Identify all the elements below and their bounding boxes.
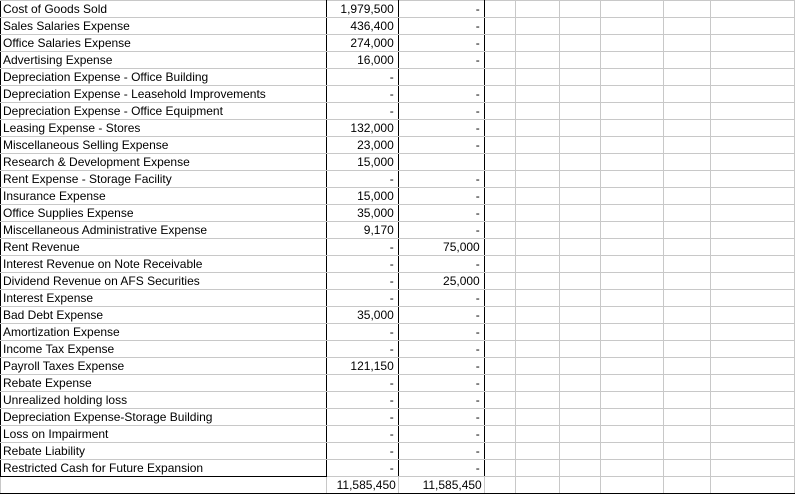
account-name-cell[interactable]: Depreciation Expense - Office Equipment (1, 103, 327, 120)
empty-cell[interactable] (515, 477, 559, 494)
empty-cell[interactable] (484, 35, 515, 52)
account-name-cell[interactable]: Cost of Goods Sold (1, 1, 327, 18)
debit-cell[interactable]: 274,000 (326, 35, 398, 52)
table-row (1, 358, 795, 375)
empty-cell[interactable] (711, 392, 795, 409)
empty-cell[interactable] (664, 324, 711, 341)
debit-cell[interactable]: - (326, 324, 398, 341)
debit-cell[interactable]: - (326, 103, 398, 120)
table-row (1, 18, 795, 35)
empty-cell[interactable] (559, 52, 601, 69)
empty-cell[interactable] (515, 171, 559, 188)
empty-cell[interactable] (515, 69, 559, 86)
empty-cell[interactable] (484, 409, 515, 426)
table-row (1, 460, 795, 477)
empty-cell[interactable] (664, 307, 711, 324)
empty-cell[interactable] (601, 69, 664, 86)
empty-cell[interactable] (711, 460, 795, 477)
table-row (1, 35, 795, 52)
sheet-body (1, 1, 795, 494)
empty-cell[interactable] (515, 188, 559, 205)
empty-cell[interactable] (484, 392, 515, 409)
empty-cell[interactable] (601, 171, 664, 188)
account-name-cell[interactable]: Rebate Expense (1, 375, 327, 392)
empty-cell[interactable] (484, 222, 515, 239)
empty-cell[interactable] (664, 256, 711, 273)
debit-cell[interactable]: - (326, 273, 398, 290)
credit-cell[interactable] (398, 154, 484, 171)
empty-cell[interactable] (664, 52, 711, 69)
table-row (1, 307, 795, 324)
account-name-cell[interactable]: Rent Expense - Storage Facility (1, 171, 327, 188)
empty-cell[interactable] (601, 358, 664, 375)
empty-cell[interactable] (601, 1, 664, 18)
debit-cell[interactable]: 35,000 (326, 205, 398, 222)
credit-cell[interactable]: - (398, 171, 484, 188)
table-row (1, 154, 795, 171)
empty-cell[interactable] (601, 154, 664, 171)
empty-cell[interactable] (515, 375, 559, 392)
empty-cell[interactable] (711, 103, 795, 120)
empty-cell[interactable] (601, 443, 664, 460)
credit-cell[interactable]: - (398, 409, 484, 426)
empty-cell[interactable] (559, 341, 601, 358)
empty-cell[interactable] (664, 171, 711, 188)
empty-cell[interactable] (664, 460, 711, 477)
empty-cell[interactable] (515, 52, 559, 69)
empty-cell[interactable] (711, 239, 795, 256)
debit-cell[interactable]: - (326, 426, 398, 443)
empty-cell[interactable] (559, 256, 601, 273)
account-name-cell[interactable]: Rent Revenue (1, 239, 327, 256)
table-row (1, 222, 795, 239)
empty-cell[interactable] (664, 103, 711, 120)
empty-cell[interactable] (601, 273, 664, 290)
account-name-cell[interactable]: Income Tax Expense (1, 341, 327, 358)
empty-cell[interactable] (484, 307, 515, 324)
account-name-cell[interactable]: Sales Salaries Expense (1, 18, 327, 35)
table-row (1, 239, 795, 256)
table-row (1, 103, 795, 120)
table-row (1, 52, 795, 69)
empty-cell[interactable] (601, 222, 664, 239)
credit-cell[interactable]: - (398, 375, 484, 392)
credit-cell[interactable]: 25,000 (398, 273, 484, 290)
credit-cell[interactable]: - (398, 392, 484, 409)
empty-cell[interactable] (484, 256, 515, 273)
empty-cell[interactable] (711, 443, 795, 460)
credit-cell[interactable]: - (398, 35, 484, 52)
account-name-cell[interactable]: Research & Development Expense (1, 154, 327, 171)
empty-cell[interactable] (484, 69, 515, 86)
empty-cell[interactable] (515, 239, 559, 256)
empty-cell[interactable] (711, 341, 795, 358)
account-name-cell[interactable]: Interest Revenue on Note Receivable (1, 256, 327, 273)
empty-cell[interactable] (559, 205, 601, 222)
empty-cell[interactable] (484, 103, 515, 120)
totals-row (1, 477, 795, 494)
empty-cell[interactable] (711, 69, 795, 86)
empty-cell[interactable] (711, 290, 795, 307)
empty-cell[interactable] (484, 239, 515, 256)
empty-cell[interactable] (601, 409, 664, 426)
empty-cell[interactable] (559, 103, 601, 120)
empty-cell[interactable] (559, 171, 601, 188)
empty-cell[interactable] (601, 18, 664, 35)
table-row (1, 375, 795, 392)
table-row (1, 341, 795, 358)
credit-cell[interactable] (398, 69, 484, 86)
empty-cell[interactable] (515, 443, 559, 460)
empty-cell[interactable] (601, 256, 664, 273)
empty-cell[interactable] (559, 477, 601, 494)
account-name-cell[interactable]: Depreciation Expense - Office Building (1, 69, 327, 86)
empty-cell[interactable] (515, 409, 559, 426)
empty-cell[interactable] (515, 154, 559, 171)
empty-cell[interactable] (515, 1, 559, 18)
credit-cell[interactable]: - (398, 18, 484, 35)
credit-cell[interactable]: - (398, 256, 484, 273)
empty-cell[interactable] (515, 120, 559, 137)
empty-cell[interactable] (515, 341, 559, 358)
credit-cell[interactable]: - (398, 1, 484, 18)
empty-cell[interactable] (559, 324, 601, 341)
account-name-cell[interactable]: Loss on Impairment (1, 426, 327, 443)
empty-cell[interactable] (484, 273, 515, 290)
empty-cell[interactable] (515, 426, 559, 443)
account-name-cell[interactable]: Bad Debt Expense (1, 307, 327, 324)
empty-cell[interactable] (664, 273, 711, 290)
empty-cell[interactable] (711, 409, 795, 426)
empty-cell[interactable] (664, 392, 711, 409)
credit-cell[interactable]: - (398, 358, 484, 375)
empty-cell[interactable] (515, 273, 559, 290)
debit-cell[interactable]: 23,000 (326, 137, 398, 154)
empty-cell[interactable] (559, 358, 601, 375)
account-name-cell[interactable]: Insurance Expense (1, 188, 327, 205)
debit-cell[interactable]: - (326, 392, 398, 409)
empty-cell[interactable] (664, 137, 711, 154)
empty-cell[interactable] (559, 69, 601, 86)
debit-cell[interactable]: - (326, 86, 398, 103)
empty-cell[interactable] (711, 1, 795, 18)
empty-cell[interactable] (484, 18, 515, 35)
credit-cell[interactable]: - (398, 222, 484, 239)
empty-cell[interactable] (601, 426, 664, 443)
empty-cell[interactable] (601, 188, 664, 205)
empty-cell[interactable] (711, 256, 795, 273)
empty-cell[interactable] (559, 375, 601, 392)
empty-cell[interactable] (559, 426, 601, 443)
credit-cell[interactable]: 75,000 (398, 239, 484, 256)
totals-label-cell[interactable] (1, 477, 327, 494)
table-row (1, 1, 795, 18)
table-row (1, 69, 795, 86)
empty-cell[interactable] (515, 222, 559, 239)
account-name-cell[interactable]: Miscellaneous Administrative Expense (1, 222, 327, 239)
empty-cell[interactable] (484, 426, 515, 443)
debit-cell[interactable]: - (326, 409, 398, 426)
empty-cell[interactable] (711, 477, 795, 494)
table-row (1, 324, 795, 341)
debit-cell[interactable]: 132,000 (326, 120, 398, 137)
credit-cell[interactable]: - (398, 137, 484, 154)
empty-cell[interactable] (664, 375, 711, 392)
empty-cell[interactable] (664, 358, 711, 375)
empty-cell[interactable] (711, 137, 795, 154)
empty-cell[interactable] (711, 273, 795, 290)
empty-cell[interactable] (601, 375, 664, 392)
empty-cell[interactable] (664, 477, 711, 494)
debit-cell[interactable]: 436,400 (326, 18, 398, 35)
empty-cell[interactable] (664, 443, 711, 460)
empty-cell[interactable] (711, 324, 795, 341)
empty-cell[interactable] (484, 154, 515, 171)
empty-cell[interactable] (664, 426, 711, 443)
table-row (1, 426, 795, 443)
empty-cell[interactable] (559, 154, 601, 171)
empty-cell[interactable] (515, 18, 559, 35)
table-row (1, 188, 795, 205)
credit-cell[interactable]: - (398, 52, 484, 69)
credit-total-cell[interactable]: 11,585,450 (398, 477, 484, 494)
empty-cell[interactable] (664, 86, 711, 103)
empty-cell[interactable] (664, 341, 711, 358)
account-name-cell[interactable]: Dividend Revenue on AFS Securities (1, 273, 327, 290)
debit-cell[interactable]: 121,150 (326, 358, 398, 375)
credit-cell[interactable]: - (398, 120, 484, 137)
account-name-cell[interactable]: Unrealized holding loss (1, 392, 327, 409)
empty-cell[interactable] (601, 307, 664, 324)
credit-cell[interactable]: - (398, 205, 484, 222)
empty-cell[interactable] (664, 69, 711, 86)
empty-cell[interactable] (601, 103, 664, 120)
empty-cell[interactable] (711, 35, 795, 52)
account-name-cell[interactable]: Miscellaneous Selling Expense (1, 137, 327, 154)
debit-cell[interactable]: 1,979,500 (326, 1, 398, 18)
empty-cell[interactable] (559, 120, 601, 137)
empty-cell[interactable] (559, 392, 601, 409)
empty-cell[interactable] (559, 18, 601, 35)
empty-cell[interactable] (559, 273, 601, 290)
debit-cell[interactable]: - (326, 375, 398, 392)
credit-cell[interactable]: - (398, 188, 484, 205)
credit-cell[interactable]: - (398, 324, 484, 341)
empty-cell[interactable] (711, 188, 795, 205)
empty-cell[interactable] (515, 35, 559, 52)
empty-cell[interactable] (559, 460, 601, 477)
debit-cell[interactable]: 35,000 (326, 307, 398, 324)
empty-cell[interactable] (559, 307, 601, 324)
account-name-cell[interactable]: Interest Expense (1, 290, 327, 307)
table-row (1, 137, 795, 154)
empty-cell[interactable] (664, 188, 711, 205)
table-row (1, 86, 795, 103)
empty-cell[interactable] (664, 35, 711, 52)
empty-cell[interactable] (559, 86, 601, 103)
empty-cell[interactable] (515, 460, 559, 477)
debit-cell[interactable]: - (326, 239, 398, 256)
empty-cell[interactable] (484, 477, 515, 494)
debit-cell[interactable]: - (326, 69, 398, 86)
empty-cell[interactable] (515, 392, 559, 409)
empty-cell[interactable] (559, 222, 601, 239)
empty-cell[interactable] (484, 120, 515, 137)
empty-cell[interactable] (601, 324, 664, 341)
empty-cell[interactable] (601, 35, 664, 52)
table-row (1, 256, 795, 273)
empty-cell[interactable] (664, 239, 711, 256)
table-row (1, 392, 795, 409)
table-row (1, 273, 795, 290)
empty-cell[interactable] (484, 86, 515, 103)
debit-cell[interactable]: - (326, 290, 398, 307)
empty-cell[interactable] (711, 86, 795, 103)
empty-cell[interactable] (601, 205, 664, 222)
empty-cell[interactable] (559, 1, 601, 18)
debit-total-cell[interactable]: 11,585,450 (326, 477, 398, 494)
empty-cell[interactable] (601, 52, 664, 69)
empty-cell[interactable] (559, 409, 601, 426)
table-row (1, 120, 795, 137)
empty-cell[interactable] (515, 290, 559, 307)
empty-cell[interactable] (664, 290, 711, 307)
account-name-cell[interactable]: Office Salaries Expense (1, 35, 327, 52)
empty-cell[interactable] (711, 52, 795, 69)
credit-cell[interactable]: - (398, 426, 484, 443)
empty-cell[interactable] (484, 137, 515, 154)
debit-cell[interactable]: - (326, 341, 398, 358)
empty-cell[interactable] (711, 307, 795, 324)
empty-cell[interactable] (601, 86, 664, 103)
empty-cell[interactable] (515, 86, 559, 103)
empty-cell[interactable] (515, 324, 559, 341)
empty-cell[interactable] (515, 137, 559, 154)
credit-cell[interactable]: - (398, 341, 484, 358)
debit-cell[interactable]: - (326, 256, 398, 273)
empty-cell[interactable] (601, 137, 664, 154)
debit-cell[interactable]: 9,170 (326, 222, 398, 239)
empty-cell[interactable] (711, 222, 795, 239)
empty-cell[interactable] (711, 171, 795, 188)
account-name-cell[interactable]: Depreciation Expense-Storage Building (1, 409, 327, 426)
empty-cell[interactable] (601, 477, 664, 494)
table-row (1, 171, 795, 188)
empty-cell[interactable] (484, 375, 515, 392)
empty-cell[interactable] (484, 341, 515, 358)
empty-cell[interactable] (601, 460, 664, 477)
account-name-cell[interactable]: Payroll Taxes Expense (1, 358, 327, 375)
table-row (1, 205, 795, 222)
account-name-cell[interactable]: Amortization Expense (1, 324, 327, 341)
empty-cell[interactable] (484, 188, 515, 205)
empty-cell[interactable] (484, 52, 515, 69)
empty-cell[interactable] (601, 341, 664, 358)
credit-cell[interactable]: - (398, 290, 484, 307)
empty-cell[interactable] (601, 120, 664, 137)
empty-cell[interactable] (559, 35, 601, 52)
credit-cell[interactable]: - (398, 443, 484, 460)
empty-cell[interactable] (484, 205, 515, 222)
empty-cell[interactable] (664, 222, 711, 239)
account-name-cell[interactable]: Depreciation Expense - Leasehold Improvements (1, 86, 327, 103)
empty-cell[interactable] (515, 307, 559, 324)
debit-cell[interactable]: 15,000 (326, 188, 398, 205)
empty-cell[interactable] (484, 443, 515, 460)
empty-cell[interactable] (515, 256, 559, 273)
empty-cell[interactable] (484, 171, 515, 188)
empty-cell[interactable] (711, 154, 795, 171)
empty-cell[interactable] (559, 443, 601, 460)
credit-cell[interactable]: - (398, 103, 484, 120)
account-name-cell[interactable]: Leasing Expense - Stores (1, 120, 327, 137)
credit-cell[interactable]: - (398, 307, 484, 324)
credit-cell[interactable]: - (398, 460, 484, 477)
empty-cell[interactable] (559, 290, 601, 307)
empty-cell[interactable] (484, 1, 515, 18)
empty-cell[interactable] (484, 290, 515, 307)
empty-cell[interactable] (711, 358, 795, 375)
empty-cell[interactable] (559, 239, 601, 256)
debit-cell[interactable]: 16,000 (326, 52, 398, 69)
credit-cell[interactable]: - (398, 86, 484, 103)
empty-cell[interactable] (484, 460, 515, 477)
empty-cell[interactable] (664, 205, 711, 222)
empty-cell[interactable] (711, 375, 795, 392)
empty-cell[interactable] (664, 120, 711, 137)
empty-cell[interactable] (711, 426, 795, 443)
empty-cell[interactable] (664, 1, 711, 18)
empty-cell[interactable] (601, 239, 664, 256)
empty-cell[interactable] (664, 409, 711, 426)
empty-cell[interactable] (664, 18, 711, 35)
empty-cell[interactable] (711, 120, 795, 137)
table-row (1, 290, 795, 307)
empty-cell[interactable] (664, 154, 711, 171)
table-row (1, 443, 795, 460)
account-name-cell[interactable]: Advertising Expense (1, 52, 327, 69)
empty-cell[interactable] (484, 358, 515, 375)
empty-cell[interactable] (559, 137, 601, 154)
empty-cell[interactable] (484, 324, 515, 341)
debit-cell[interactable]: 15,000 (326, 154, 398, 171)
empty-cell[interactable] (711, 205, 795, 222)
table-row (1, 409, 795, 426)
account-name-cell[interactable]: Restricted Cash for Future Expansion (1, 460, 327, 477)
account-name-cell[interactable]: Office Supplies Expense (1, 205, 327, 222)
debit-cell[interactable]: - (326, 443, 398, 460)
empty-cell[interactable] (515, 103, 559, 120)
empty-cell[interactable] (515, 205, 559, 222)
empty-cell[interactable] (515, 358, 559, 375)
debit-cell[interactable]: - (326, 460, 398, 477)
account-name-cell[interactable]: Rebate Liability (1, 443, 327, 460)
empty-cell[interactable] (711, 18, 795, 35)
empty-cell[interactable] (601, 290, 664, 307)
empty-cell[interactable] (559, 188, 601, 205)
empty-cell[interactable] (601, 392, 664, 409)
debit-cell[interactable]: - (326, 171, 398, 188)
